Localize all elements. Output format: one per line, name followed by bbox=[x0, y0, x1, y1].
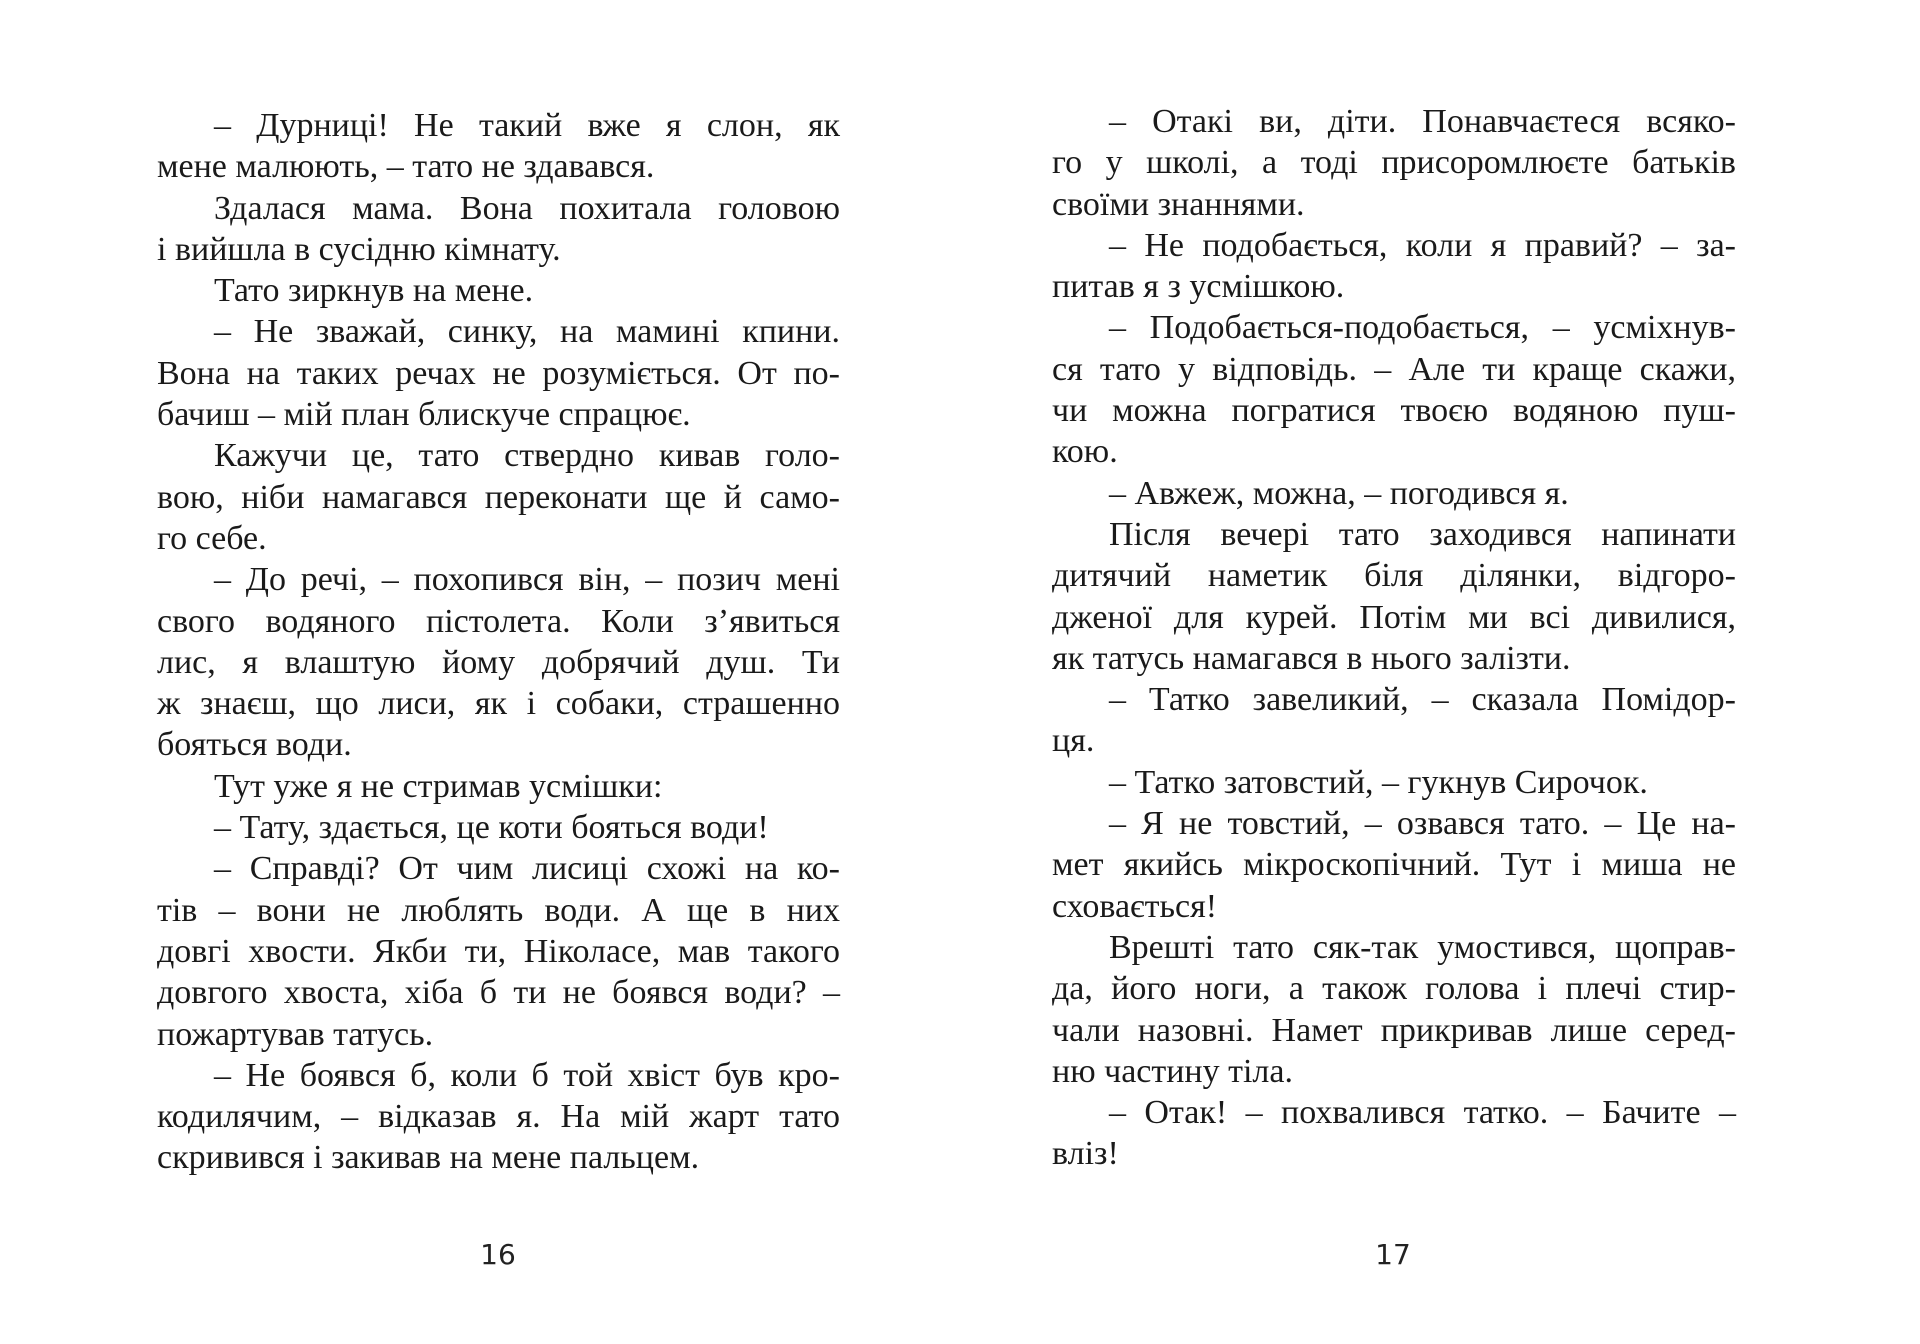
text-line: чи можна погратися твоєю водяною пуш- bbox=[1052, 392, 1736, 430]
text-line: – Не зважай, синку, на мамині кпини. bbox=[214, 313, 840, 351]
right-page-text bbox=[1052, 101, 1736, 1175]
text-line: своїми знаннями. bbox=[1052, 185, 1305, 223]
paragraph bbox=[157, 1055, 840, 1179]
text-line: кою. bbox=[1052, 433, 1118, 471]
paragraph bbox=[157, 188, 840, 271]
paragraph bbox=[157, 105, 840, 188]
text-line: – Отакі ви, діти. Понавчаєтеся всяко- bbox=[1109, 103, 1736, 140]
text-line: дитячий наметик біля ділянки, відгоро- bbox=[1052, 557, 1736, 595]
text-line: мет якийсь мікроскопічний. Тут і миша не bbox=[1052, 846, 1736, 884]
text-line: лис, я влаштую йому добрячий душ. Ти bbox=[157, 643, 840, 681]
text-line: – Справді? От чим лисиці схожі на ко- bbox=[214, 850, 840, 888]
paragraph bbox=[157, 435, 840, 559]
text-line: ж знаєш, що лиси, як і собаки, страшенно bbox=[157, 685, 840, 723]
text-line: – Дурниці! Не такий вже я слон, як bbox=[214, 107, 840, 144]
paragraph bbox=[1052, 803, 1736, 927]
left-page-text bbox=[157, 105, 840, 1179]
text-line: – Тату, здається, це коти бояться води! bbox=[214, 809, 769, 847]
text-line: Врешті тато сяк-так умостився, щоправ- bbox=[1109, 928, 1736, 966]
text-line: Після вечері тато заходився напинати bbox=[1109, 515, 1736, 553]
text-line: мене малюють, – тато не здавався. bbox=[157, 148, 655, 186]
paragraph bbox=[1052, 225, 1736, 308]
text-line: – Татко завеликий, – сказала Помідор- bbox=[1109, 681, 1736, 719]
paragraph bbox=[157, 270, 840, 311]
text-line: кодилячим, – відказав я. На мій жарт тато bbox=[157, 1098, 840, 1136]
paragraph bbox=[1052, 101, 1736, 225]
text-line: і вийшла в сусідню кімнату. bbox=[157, 230, 561, 268]
text-line: свого водяного пістолета. Коли з’явиться bbox=[157, 602, 840, 640]
text-line: довгі хвости. Якби ти, Ніколасе, мав такого bbox=[157, 932, 840, 970]
text-line: го себе. bbox=[157, 519, 267, 557]
paragraph bbox=[1052, 473, 1736, 514]
text-line: як татусь намагався в нього залізти. bbox=[1052, 639, 1571, 677]
text-line: дженої для курей. Потім ми всі дивилися, bbox=[1052, 598, 1736, 636]
right-page bbox=[960, 0, 1920, 1344]
text-line: Тато зиркнув на мене. bbox=[214, 272, 534, 310]
paragraph bbox=[1052, 762, 1736, 803]
text-line: – Я не товстий, – озвався тато. – Це на- bbox=[1109, 805, 1736, 843]
text-line: сховається! bbox=[1052, 887, 1218, 925]
text-line: да, його ноги, а також голова і плечі стир- bbox=[1052, 970, 1736, 1008]
text-line: Вона на таких речах не розуміється. От по- bbox=[157, 354, 840, 392]
text-line: вою, ніби намагався переконати ще й само- bbox=[157, 478, 840, 516]
page-number: 16 bbox=[480, 1238, 516, 1271]
text-line: Здалася мама. Вона похитала головою bbox=[214, 189, 840, 227]
paragraph bbox=[1052, 1092, 1736, 1175]
paragraph bbox=[1052, 927, 1736, 1092]
text-line: чали назовні. Намет прикривав лише серед- bbox=[1052, 1011, 1736, 1049]
paragraph bbox=[1052, 307, 1736, 472]
text-line: бояться води. bbox=[157, 726, 352, 764]
text-line: бачиш – мій план блискуче спрацює. bbox=[157, 396, 691, 434]
text-line: ню частину тіла. bbox=[1052, 1052, 1293, 1090]
text-line: – Не боявся б, коли б той хвіст був кро- bbox=[214, 1056, 840, 1094]
paragraph bbox=[157, 311, 840, 435]
paragraph bbox=[157, 807, 840, 848]
text-line: – Не подобається, коли я правий? – за- bbox=[1109, 226, 1736, 264]
text-line: пожартував татусь. bbox=[157, 1015, 434, 1053]
text-line: Кажучи це, тато ствердно кивав голо- bbox=[214, 437, 840, 475]
paragraph bbox=[157, 559, 840, 765]
text-line: питав я з усмішкою. bbox=[1052, 268, 1345, 306]
text-line: скривився і закивав на мене пальцем. bbox=[157, 1139, 700, 1177]
text-line: вліз! bbox=[1052, 1135, 1119, 1173]
text-line: – До речі, – похопився він, – позич мені bbox=[214, 561, 840, 599]
text-line: – Авжеж, можна, – погодився я. bbox=[1109, 474, 1569, 512]
page-number: 17 bbox=[1375, 1238, 1411, 1271]
text-line: – Татко затовстий, – гукнув Сирочок. bbox=[1109, 763, 1648, 801]
paragraph bbox=[157, 766, 840, 807]
text-line: – Отак! – похвалився татко. – Бачите – bbox=[1109, 1094, 1736, 1132]
text-line: довгого хвоста, хіба б ти не боявся води? – bbox=[157, 974, 840, 1012]
text-line: ця. bbox=[1052, 722, 1095, 760]
text-line: Тут уже я не стримав усмішки: bbox=[214, 767, 663, 805]
paragraph bbox=[1052, 514, 1736, 679]
text-line: го у школі, а тоді присоромлюєте батьків bbox=[1052, 144, 1736, 182]
paragraph bbox=[1052, 679, 1736, 762]
text-line: тів – вони не люблять води. А ще в них bbox=[157, 891, 840, 929]
text-line: – Подобається-подобається, – усміхнув- bbox=[1109, 309, 1736, 347]
paragraph bbox=[157, 848, 840, 1054]
text-line: ся тато у відповідь. – Але ти краще скажи, bbox=[1052, 350, 1736, 388]
